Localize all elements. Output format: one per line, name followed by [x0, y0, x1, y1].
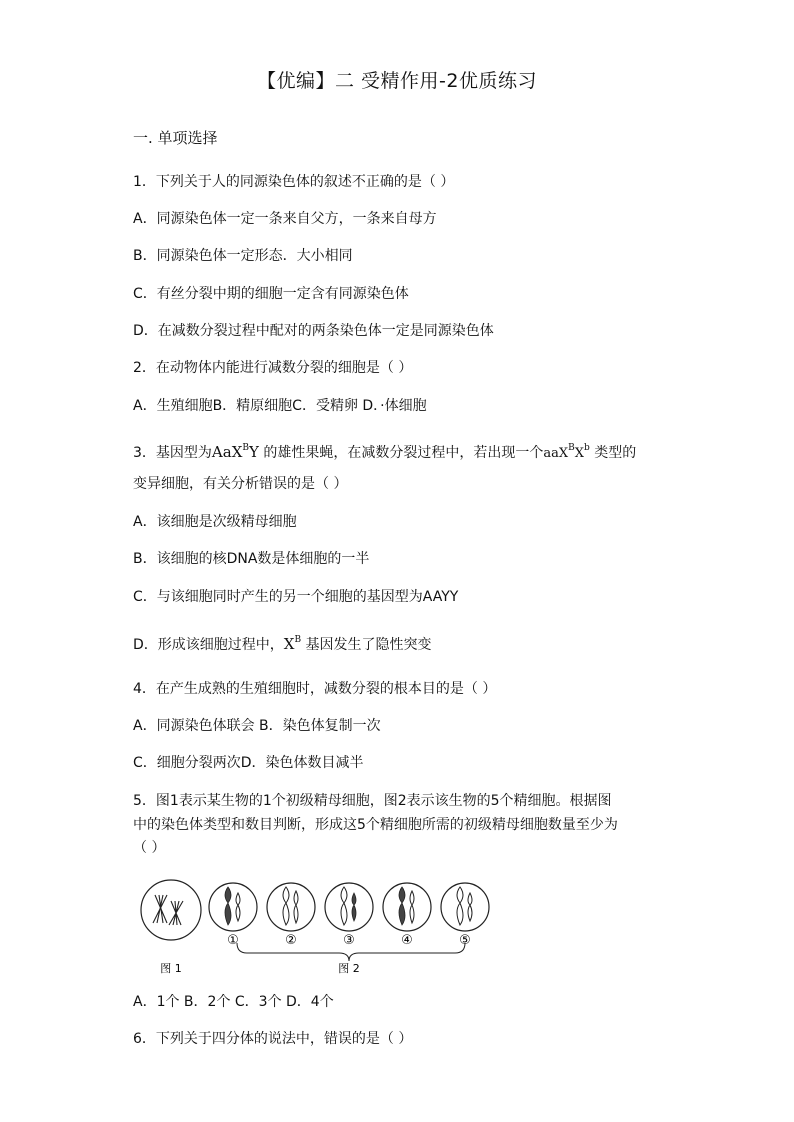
question-3-option-b: B．该细胞的核DNA数是体细胞的一半	[133, 551, 370, 567]
cell-number-2: ②	[285, 933, 297, 948]
figure-1-cell	[141, 880, 201, 940]
question-5-options: A．1个 B．2个 C．3个 D．4个	[133, 994, 334, 1010]
section-heading: 一. 单项选择	[133, 129, 218, 147]
question-1-option-a: A．同源染色体一定一条来自父方，一条来自母方	[133, 211, 437, 227]
figure-2-cell-1	[209, 883, 257, 931]
cell-number-5: ⑤	[459, 933, 471, 948]
question-3-stem-post: 类型的	[589, 445, 637, 461]
question-3-option-a: A．该细胞是次级精母细胞	[133, 514, 297, 530]
question-1-option-b: B．同源染色体一定形态．大小相同	[133, 248, 353, 264]
document-title: 【优编】二 受精作用-2优质练习	[257, 70, 537, 92]
figure-2-cell-5	[441, 883, 489, 931]
figure-1-label: 图 1	[160, 962, 182, 975]
question-5-stem-line2: 中的染色体类型和数目判断，形成这5个精细胞所需的初级精母细胞数量至少为	[133, 817, 618, 833]
question-6-stem: 6．下列关于四分体的说法中，错误的是（ ）	[133, 1031, 413, 1047]
genotype-xb: $X^B$	[283, 635, 302, 653]
question-3-option-c: C．与该细胞同时产生的另一个细胞的基因型为AAYY	[133, 589, 459, 605]
genotype-formula-2: $aaX^BX^b$	[543, 443, 590, 461]
question-5-stem-line3: （ ）	[133, 840, 166, 856]
question-4-stem: 4．在产生成熟的生殖细胞时，减数分裂的根本目的是（ ）	[133, 681, 497, 697]
question-1-stem: 1．下列关于人的同源染色体的叙述不正确的是（ ）	[133, 174, 455, 190]
cell-number-3: ③	[343, 933, 355, 948]
cell-number-4: ④	[401, 933, 413, 948]
question-2-stem: 2．在动物体内能进行减数分裂的细胞是（ ）	[133, 360, 413, 376]
question-3-option-d: D．形成该细胞过程中，$X^B$ 基因发生了隐性突变	[133, 635, 432, 653]
question-3-stem-pre: 3．基因型为	[133, 445, 212, 461]
question-3-stem	[133, 442, 636, 464]
cell-number-1: ①	[227, 933, 239, 948]
figure-2-cell-2	[267, 883, 315, 931]
question-1-option-d: D．在减数分裂过程中配对的两条染色体一定是同源染色体	[133, 323, 494, 339]
figure-2-cell-3	[325, 883, 373, 931]
question-3-stem-mid: 的雄性果蝇，在减数分裂过程中，若出现一个	[258, 445, 544, 461]
question-4-options-ab: A．同源染色体联会 B．染色体复制一次	[133, 718, 381, 734]
question-1-option-c: C．有丝分裂中期的细胞一定含有同源染色体	[133, 286, 409, 302]
question-3-stem-line2: 变异细胞，有关分析错误的是（ ）	[133, 476, 348, 492]
cell-figure	[133, 875, 533, 985]
question-4-options-cd: C．细胞分裂两次D．染色体数目减半	[133, 755, 364, 771]
question-2-options: A．生殖细胞B．精原细胞C．受精卵 D．·体细胞	[133, 398, 427, 414]
genotype-formula-1: AaX$^B$Y	[211, 443, 259, 461]
question-5-stem-line1: 5．图1表示某生物的1个初级精母细胞，图2表示该生物的5个精细胞。根据图	[133, 793, 612, 809]
figure-2-label: 图 2	[338, 962, 360, 975]
figure-2-cell-4	[383, 883, 431, 931]
